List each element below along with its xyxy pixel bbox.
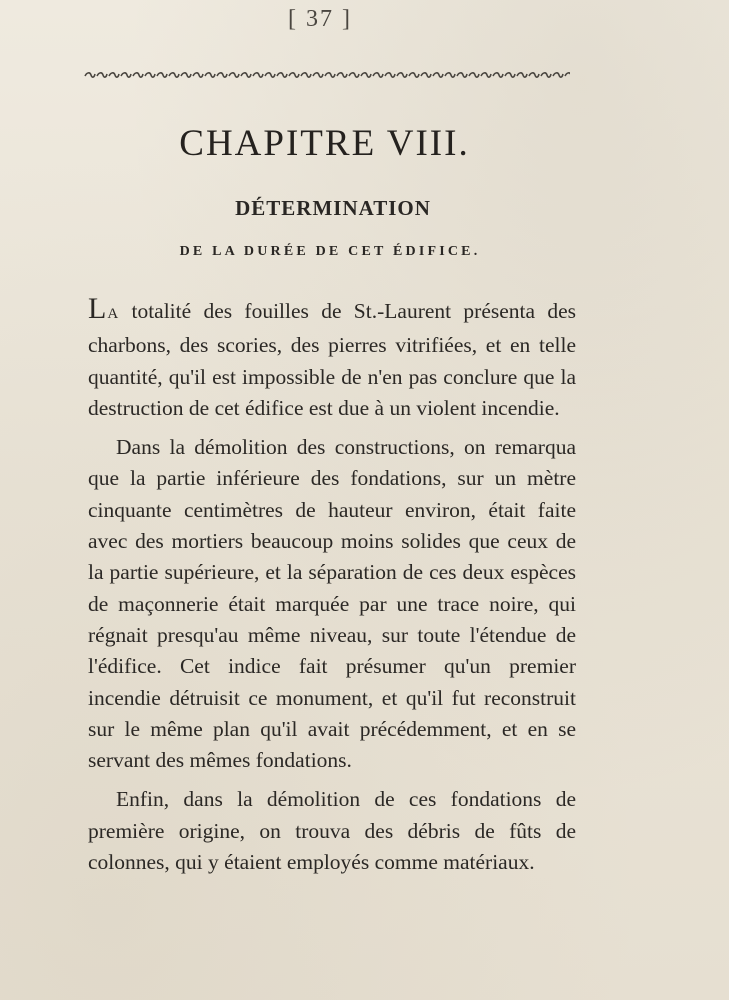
paragraph-3: Enfin, dans la démolition de ces fondations de première origine, on trouva des débris de fûts de colonnes, qui y étaient employés comme matériaux.: [88, 787, 576, 875]
ornamental-rule: [84, 70, 570, 80]
initial-letter-rest: A: [107, 306, 120, 322]
chapter-title: CHAPITRE VIII.: [179, 123, 470, 164]
paragraph-2: Dans la démolition des constructions, on remarqua que la partie inférieure des fondations, sur un mètre cinquante centimètres de hauteur environ, était faite avec des mortiers beaucoup moins solides que ceux de la partie supérieure, et la séparation de ces deux espèces de maçonnerie était marquée par une trace noire, qui régnait presqu'au même niveau, sur toute l'étendue de l'édifice. Cet indice fait présumer qu'un premier incendie détruisit ce monument, et qu'il fut reconstruit sur le même plan qu'il avait précédemment, et en se servant des mêmes fondations.: [88, 435, 576, 773]
paragraph-1: [88, 292, 576, 424]
section-subtitle: DE LA DURÉE DE CET ÉDIFICE.: [179, 244, 481, 259]
section-title: DÉTERMINATION: [235, 196, 431, 220]
body-text: [88, 292, 576, 878]
initial-letter: L: [88, 292, 108, 325]
paragraph-1-text: totalité des fouilles de St.-Laurent présenta des charbons, des scories, des pierres vitrifiées, et en telle quantité, qu'il est impossible de n'en pas conclure que la destruction de cet édifice est due à un violent incendie.: [88, 299, 576, 420]
page-number: [ 37 ]: [288, 6, 352, 32]
